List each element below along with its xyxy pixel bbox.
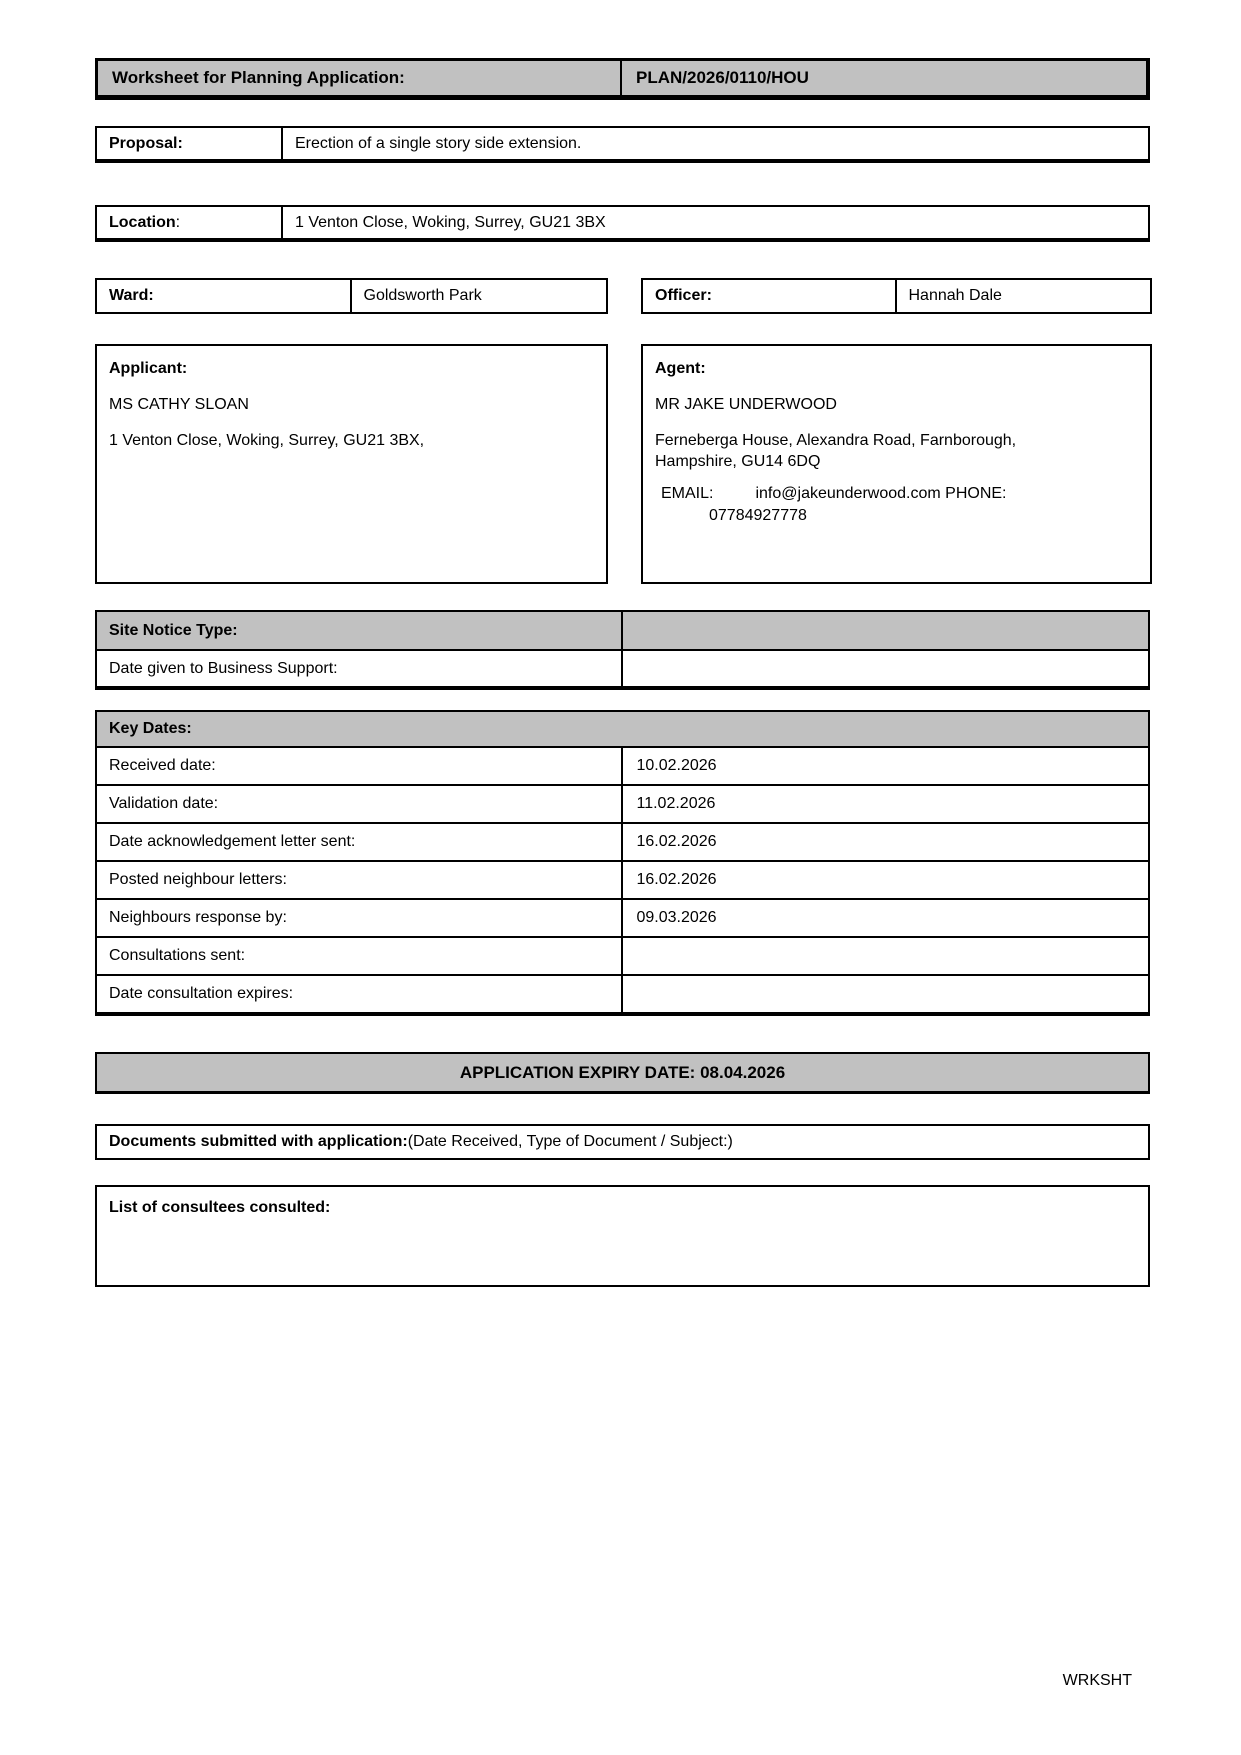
agent-email-value: info@jakeunderwood.com bbox=[755, 485, 941, 502]
location-section bbox=[95, 205, 1150, 242]
documents-label: Documents submitted with application: bbox=[109, 1133, 408, 1150]
documents-hint: (Date Received, Type of Document / Subject:) bbox=[407, 1133, 733, 1150]
key-date-value: 16.02.2026 bbox=[636, 833, 717, 850]
worksheet-header-bar bbox=[95, 58, 1150, 100]
location-label: Location : bbox=[97, 207, 283, 238]
key-date-row bbox=[97, 746, 1148, 784]
location-value: 1 Venton Close, Woking, Surrey, GU21 3BX bbox=[295, 213, 606, 231]
key-dates-table bbox=[95, 710, 1150, 1016]
proposal-label: Proposal: bbox=[97, 128, 283, 159]
ward-label: Ward: bbox=[97, 280, 352, 312]
agent-address-line1: Ferneberga House, Alexandra Road, Farnborough, bbox=[655, 432, 1017, 449]
key-date-value: 09.03.2026 bbox=[636, 909, 717, 926]
key-date-row bbox=[97, 784, 1148, 822]
date-given-label: Date given to Business Support: bbox=[97, 651, 623, 686]
proposal-value: Erection of a single story side extension. bbox=[295, 134, 582, 152]
consultees-box bbox=[95, 1185, 1150, 1287]
key-dates-header: Key Dates: bbox=[97, 712, 1148, 746]
agent-address-line2: Hampshire, GU14 6DQ bbox=[655, 453, 821, 470]
date-given-value bbox=[623, 651, 1149, 686]
agent-box bbox=[641, 344, 1152, 584]
agent-email-label: EMAIL: bbox=[661, 485, 714, 502]
key-date-label: Validation date: bbox=[97, 786, 623, 822]
key-date-label: Posted neighbour letters: bbox=[97, 862, 623, 898]
application-expiry-banner bbox=[95, 1052, 1150, 1094]
applicant-box bbox=[95, 344, 608, 584]
key-date-label: Date acknowledgement letter sent: bbox=[97, 824, 623, 860]
date-given-row bbox=[97, 649, 1148, 686]
page-footer-code: WRKSHT bbox=[1062, 1672, 1132, 1689]
ward-box bbox=[95, 278, 608, 314]
key-date-value bbox=[623, 976, 1149, 1012]
key-date-label: Date consultation expires: bbox=[97, 976, 623, 1012]
key-date-value: 10.02.2026 bbox=[636, 757, 717, 774]
site-notice-type-label: Site Notice Type: bbox=[97, 612, 623, 649]
key-date-label: Neighbours response by: bbox=[97, 900, 623, 936]
officer-box bbox=[641, 278, 1152, 314]
agent-phone-value: 07784927778 bbox=[709, 507, 807, 524]
key-date-row bbox=[97, 974, 1148, 1012]
agent-name: MR JAKE UNDERWOOD bbox=[655, 396, 837, 413]
site-notice-header-row bbox=[97, 612, 1148, 649]
agent-label: Agent: bbox=[655, 360, 706, 377]
key-date-label: Consultations sent: bbox=[97, 938, 623, 974]
worksheet-title: Worksheet for Planning Application: bbox=[98, 61, 622, 95]
applicant-address: 1 Venton Close, Woking, Surrey, GU21 3BX, bbox=[109, 432, 425, 449]
officer-value: Hannah Dale bbox=[908, 287, 1002, 304]
documents-section bbox=[95, 1124, 1150, 1160]
key-date-row bbox=[97, 936, 1148, 974]
key-date-value: 16.02.2026 bbox=[636, 871, 717, 888]
key-date-row bbox=[97, 860, 1148, 898]
key-date-label: Received date: bbox=[97, 748, 623, 784]
agent-phone-label: PHONE: bbox=[945, 485, 1007, 502]
key-date-value: 11.02.2026 bbox=[636, 795, 716, 812]
key-date-row bbox=[97, 822, 1148, 860]
applicant-label: Applicant: bbox=[109, 360, 188, 377]
agent-contact bbox=[661, 483, 1138, 527]
consultees-label: List of consultees consulted: bbox=[109, 1199, 331, 1216]
key-date-value bbox=[623, 938, 1149, 974]
application-reference: PLAN/2026/0110/HOU bbox=[636, 68, 809, 87]
officer-label: Officer: bbox=[643, 280, 897, 312]
applicant-name: MS CATHY SLOAN bbox=[109, 396, 249, 413]
key-date-row bbox=[97, 898, 1148, 936]
site-notice-type-value bbox=[623, 612, 1149, 649]
key-dates-rows bbox=[97, 746, 1148, 1012]
ward-value: Goldsworth Park bbox=[363, 287, 482, 304]
application-expiry-text: APPLICATION EXPIRY DATE: 08.04.2026 bbox=[459, 1062, 786, 1082]
site-notice-table bbox=[95, 610, 1150, 690]
proposal-section bbox=[95, 126, 1150, 163]
